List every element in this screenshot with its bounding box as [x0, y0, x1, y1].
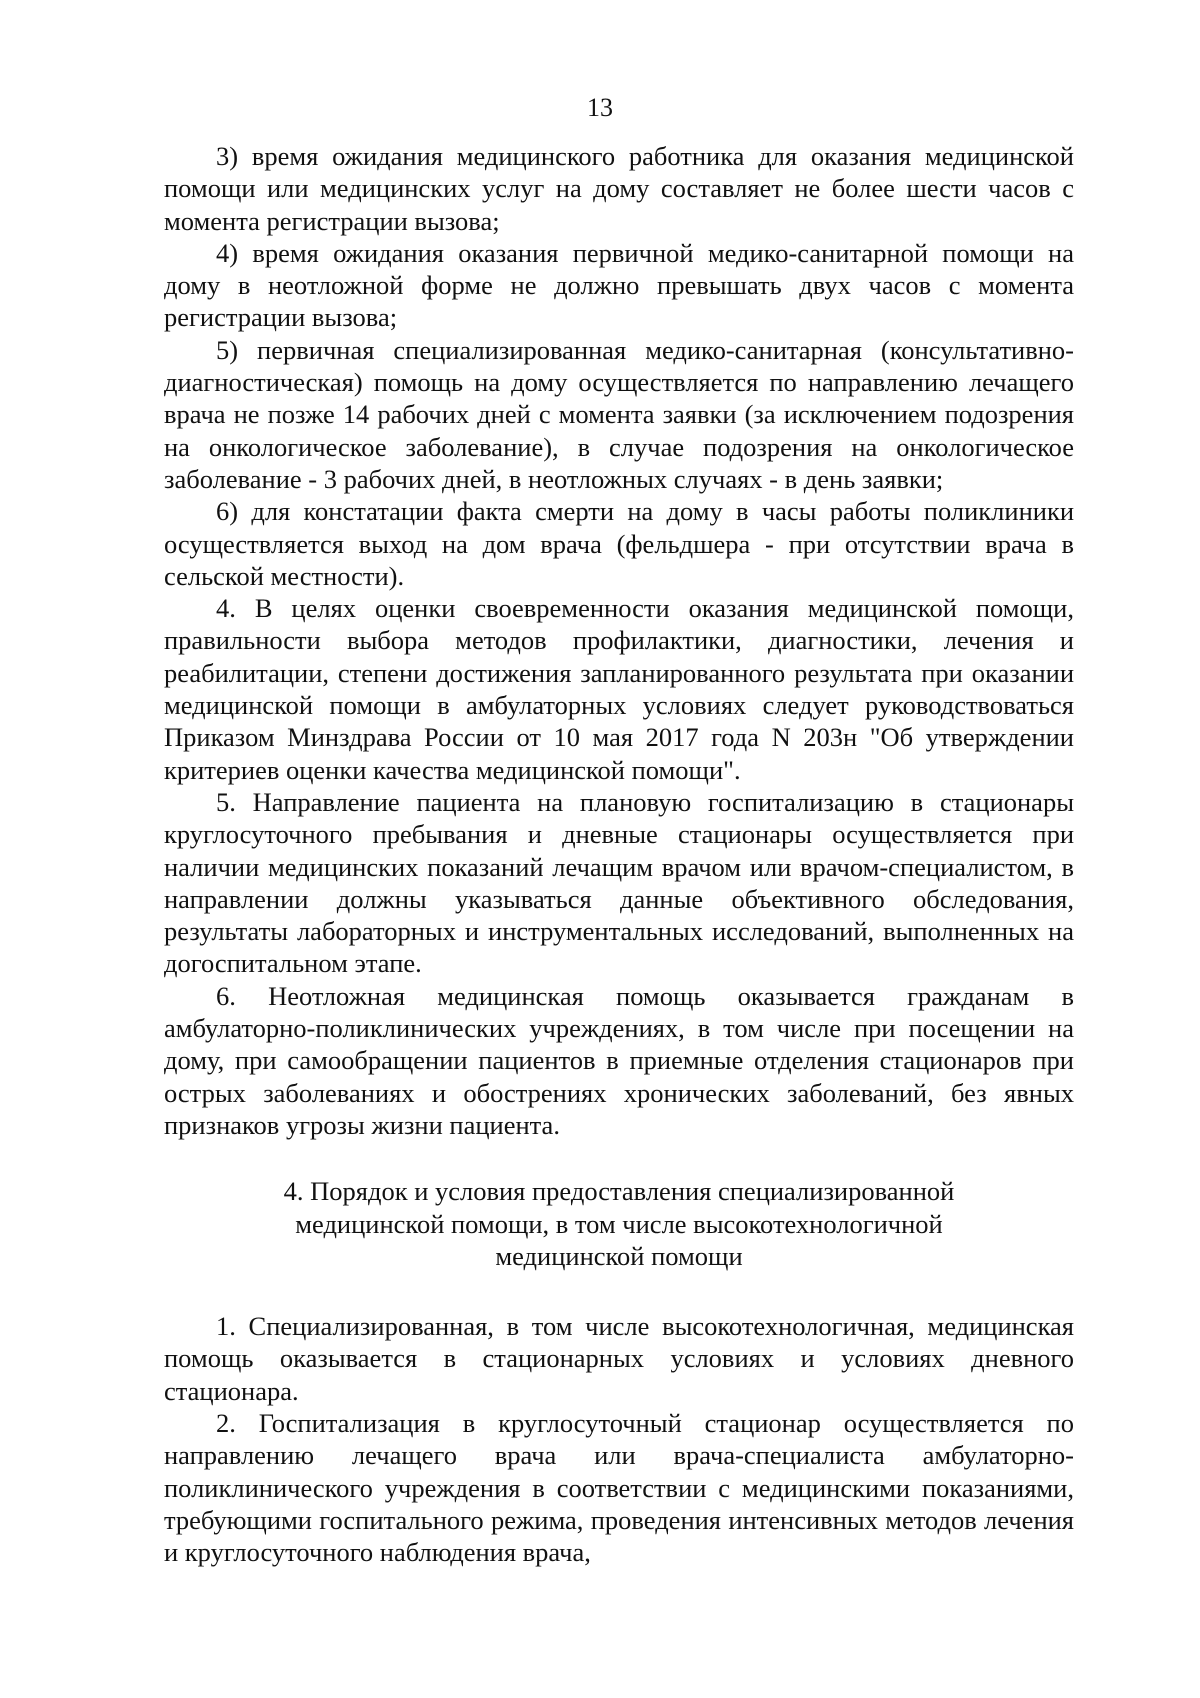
document-body [164, 140, 1074, 1568]
paragraph-item-6: 6) для констатации факта смерти на дому в часы работы поликлиники осуществляется выход на дом врача (фельдшера - при отсутствии врача в сельской местности). [164, 496, 1074, 591]
paragraph-item-3: 3) время ожидания медицинского работника для оказания медицинской помощи или медицинских услуг на дому составляет не более шести часов с момента регистрации вызова; [164, 141, 1074, 236]
paragraph-clause-5: 5. Направление пациента на плановую госпитализацию в стационары круглосуточного пребывания и дневные стационары осуществляется при наличии медицинских показаний лечащим врачом или врачом-специалистом, в направлении должны указываться данные объективного обследования, результаты лабораторных и инструментальных исследований, выполненных на догоспитальном этапе. [164, 786, 1074, 979]
paragraph-section4-clause-1: 1. Специализированная, в том числе высокотехнологичная, медицинская помощь оказывается в стационарных условиях и условиях дневного стационара. [164, 1311, 1074, 1406]
section-heading-line-2: медицинской помощи, в том числе высокотехнологичной [295, 1208, 943, 1239]
section-heading [164, 1175, 1074, 1272]
section-heading-line-3: медицинской помощи [495, 1240, 743, 1271]
paragraph-item-4: 4) время ожидания оказания первичной медико-санитарной помощи на дому в неотложной форме не должно превышать двух часов с момента регистрации вызова; [164, 237, 1074, 333]
paragraph-clause-4: 4. В целях оценки своевременности оказания медицинской помощи, правильности выбора методов профилактики, диагностики, лечения и реабилитации, степени достижения запланированного результата при оказании медицинской помощи в амбулаторных условиях следует руководствоваться Приказом Минздрава России от 10 мая 2017 года N 203н "Об утверждении критериев оценки качества медицинской помощи". [164, 593, 1074, 785]
paragraph-clause-6: 6. Неотложная медицинская помощь оказывается гражданам в амбулаторно-поликлинических учреждениях, в том числе при посещении на дому, при самообращении пациентов в приемные отделения стационаров при острых заболеваниях и обострениях хронических заболеваний, без явных признаков угрозы жизни пациента. [164, 980, 1074, 1140]
section-heading-line-1: 4. Порядок и условия предоставления специализированной [283, 1176, 955, 1207]
paragraph-section4-clause-2: 2. Госпитализация в круглосуточный стационар осуществляется по направлению лечащего врача или врача-специалиста амбулаторно-поликлинического учреждения в соответствии с медицинскими показаниями, требующими госпитального режима, проведения интенсивных методов лечения и круглосуточного наблюдения врача, [164, 1407, 1074, 1568]
page-number: 13 [587, 93, 613, 122]
paragraph-item-5: 5) первичная специализированная медико-санитарная (консультативно-диагностическая) помощь на дому осуществляется по направлению лечащего врача не позже 14 рабочих дней с момента заявки (за исключением подозрения на онкологическое заболевание), в случае подозрения на онкологическое заболевание - 3 рабочих дней, в неотложных случаях - в день заявки; [164, 334, 1074, 494]
